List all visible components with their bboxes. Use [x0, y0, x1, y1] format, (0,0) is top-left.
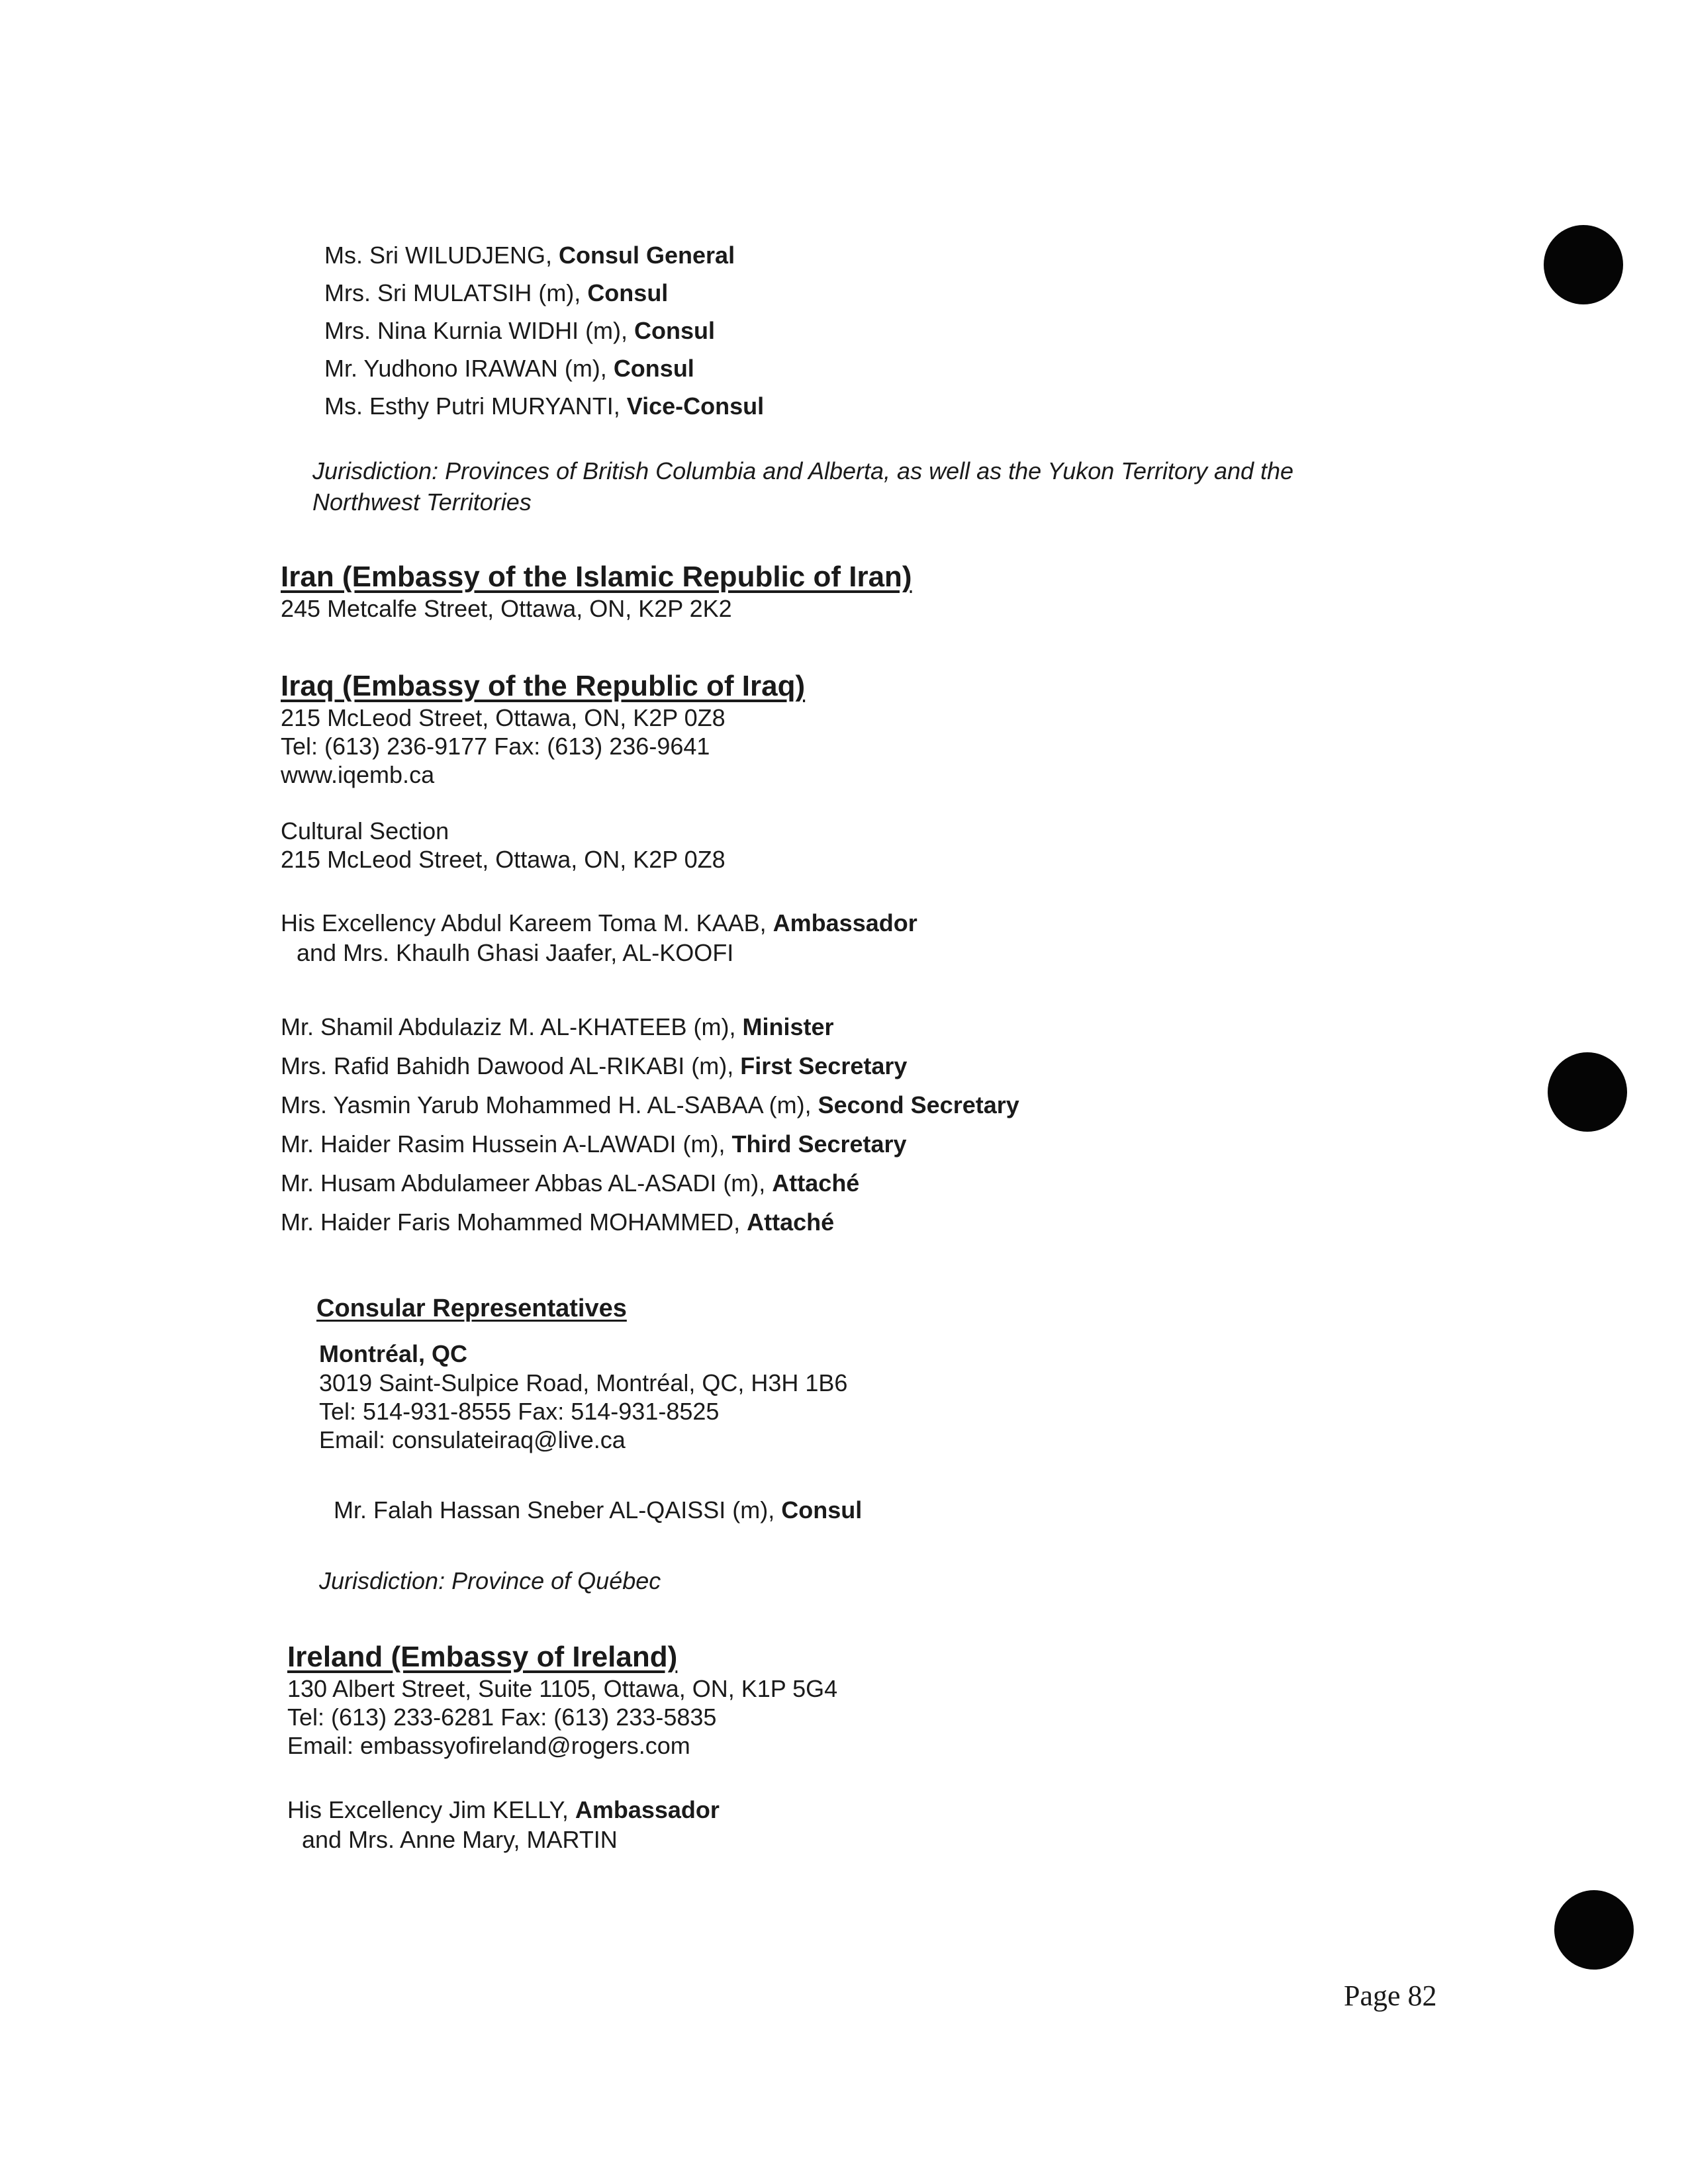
staff-title: Attaché [772, 1169, 860, 1197]
address-line: 130 Albert Street, Suite 1105, Ottawa, ON, K1P 5G4 [287, 1675, 838, 1702]
jurisdiction-text: Jurisdiction: Provinces of British Columbia and Alberta, as well as the Yukon Territory and the [312, 457, 1294, 484]
staff-line [281, 1052, 907, 1081]
staff-name: Mr. Husam Abdulameer Abbas AL-ASADI (m), [281, 1169, 773, 1197]
staff-title: Vice-Consul [626, 392, 765, 420]
staff-line [281, 1169, 859, 1198]
staff-line [324, 316, 715, 345]
staff-line [281, 1130, 907, 1159]
spouse-line: and Mrs. Anne Mary, MARTIN [302, 1826, 618, 1853]
address-line: 215 McLeod Street, Ottawa, ON, K2P 0Z8 [281, 704, 726, 731]
staff-line [324, 354, 694, 383]
staff-line [324, 392, 764, 421]
punch-hole-middle [1548, 1052, 1627, 1132]
staff-name: Mr. Haider Rasim Hussein A-LAWADI (m), [281, 1130, 732, 1158]
phone-line: Tel: (613) 236-9177 Fax: (613) 236-9641 [281, 733, 710, 760]
jurisdiction-text: Jurisdiction: Province of Québec [319, 1567, 661, 1594]
staff-line [281, 1091, 1019, 1120]
staff-title: Attaché [747, 1208, 835, 1236]
consul-title: Consul [781, 1496, 863, 1524]
section-heading-iraq: Iraq (Embassy of the Republic of Iraq) [281, 670, 806, 702]
email-line: Email: consulateiraq@live.ca [319, 1426, 626, 1453]
staff-line [324, 241, 735, 270]
address-line: 215 McLeod Street, Ottawa, ON, K2P 0Z8 [281, 846, 726, 873]
website-link[interactable]: www.iqemb.ca [281, 761, 435, 788]
section-heading-iran: Iran (Embassy of the Islamic Republic of Iran) [281, 561, 912, 593]
staff-name: Mr. Yudhono IRAWAN (m), [324, 355, 614, 382]
staff-name: Ms. Sri WILUDJENG, [324, 242, 559, 269]
ambassador-line [281, 909, 917, 938]
staff-name: Mr. Shamil Abdulaziz M. AL-KHATEEB (m), [281, 1013, 743, 1040]
consul-name: Mr. Falah Hassan Sneber AL-QAISSI (m), [334, 1496, 782, 1524]
staff-title: Second Secretary [818, 1091, 1019, 1118]
staff-line [324, 279, 668, 308]
staff-title: Minister [742, 1013, 834, 1040]
staff-name: Mrs. Rafid Bahidh Dawood AL-RIKABI (m), [281, 1052, 741, 1079]
spouse-line: and Mrs. Khaulh Ghasi Jaafer, AL-KOOFI [297, 939, 734, 966]
section-heading-ireland: Ireland (Embassy of Ireland) [287, 1641, 678, 1673]
staff-name: Mr. Haider Faris Mohammed MOHAMMED, [281, 1208, 747, 1236]
address-line: 245 Metcalfe Street, Ottawa, ON, K2P 2K2 [281, 595, 732, 622]
staff-title: Third Secretary [731, 1130, 907, 1158]
ambassador-title: Ambassador [773, 909, 917, 936]
staff-title: First Secretary [740, 1052, 908, 1079]
cultural-section-label: Cultural Section [281, 817, 449, 844]
consular-city: Montréal, QC [319, 1340, 468, 1367]
address-line: 3019 Saint-Sulpice Road, Montréal, QC, H3H 1B6 [319, 1369, 848, 1396]
ambassador-line [287, 1796, 720, 1825]
email-line: Email: embassyofireland@rogers.com [287, 1732, 690, 1759]
staff-name: Ms. Esthy Putri MURYANTI, [324, 392, 627, 420]
phone-line: Tel: 514-931-8555 Fax: 514-931-8525 [319, 1398, 720, 1425]
ambassador-name: His Excellency Jim KELLY, [287, 1796, 575, 1823]
staff-name: Mrs. Sri MULATSIH (m), [324, 279, 588, 306]
phone-line: Tel: (613) 233-6281 Fax: (613) 233-5835 [287, 1704, 717, 1731]
page-number: Page 82 [1344, 1979, 1437, 2012]
jurisdiction-text: Northwest Territories [312, 488, 532, 516]
staff-title: Consul General [559, 242, 735, 269]
ambassador-title: Ambassador [575, 1796, 720, 1823]
punch-hole-bottom [1554, 1890, 1634, 1970]
staff-line [281, 1208, 834, 1237]
consular-heading: Consular Representatives [316, 1295, 627, 1322]
punch-hole-top [1544, 225, 1623, 304]
staff-name: Mrs. Nina Kurnia WIDHI (m), [324, 317, 635, 344]
staff-line [281, 1013, 834, 1042]
staff-title: Consul [634, 317, 716, 344]
consul-line [334, 1496, 862, 1525]
staff-title: Consul [613, 355, 694, 382]
staff-title: Consul [587, 279, 669, 306]
staff-name: Mrs. Yasmin Yarub Mohammed H. AL-SABAA (m), [281, 1091, 818, 1118]
ambassador-name: His Excellency Abdul Kareem Toma M. KAAB, [281, 909, 773, 936]
